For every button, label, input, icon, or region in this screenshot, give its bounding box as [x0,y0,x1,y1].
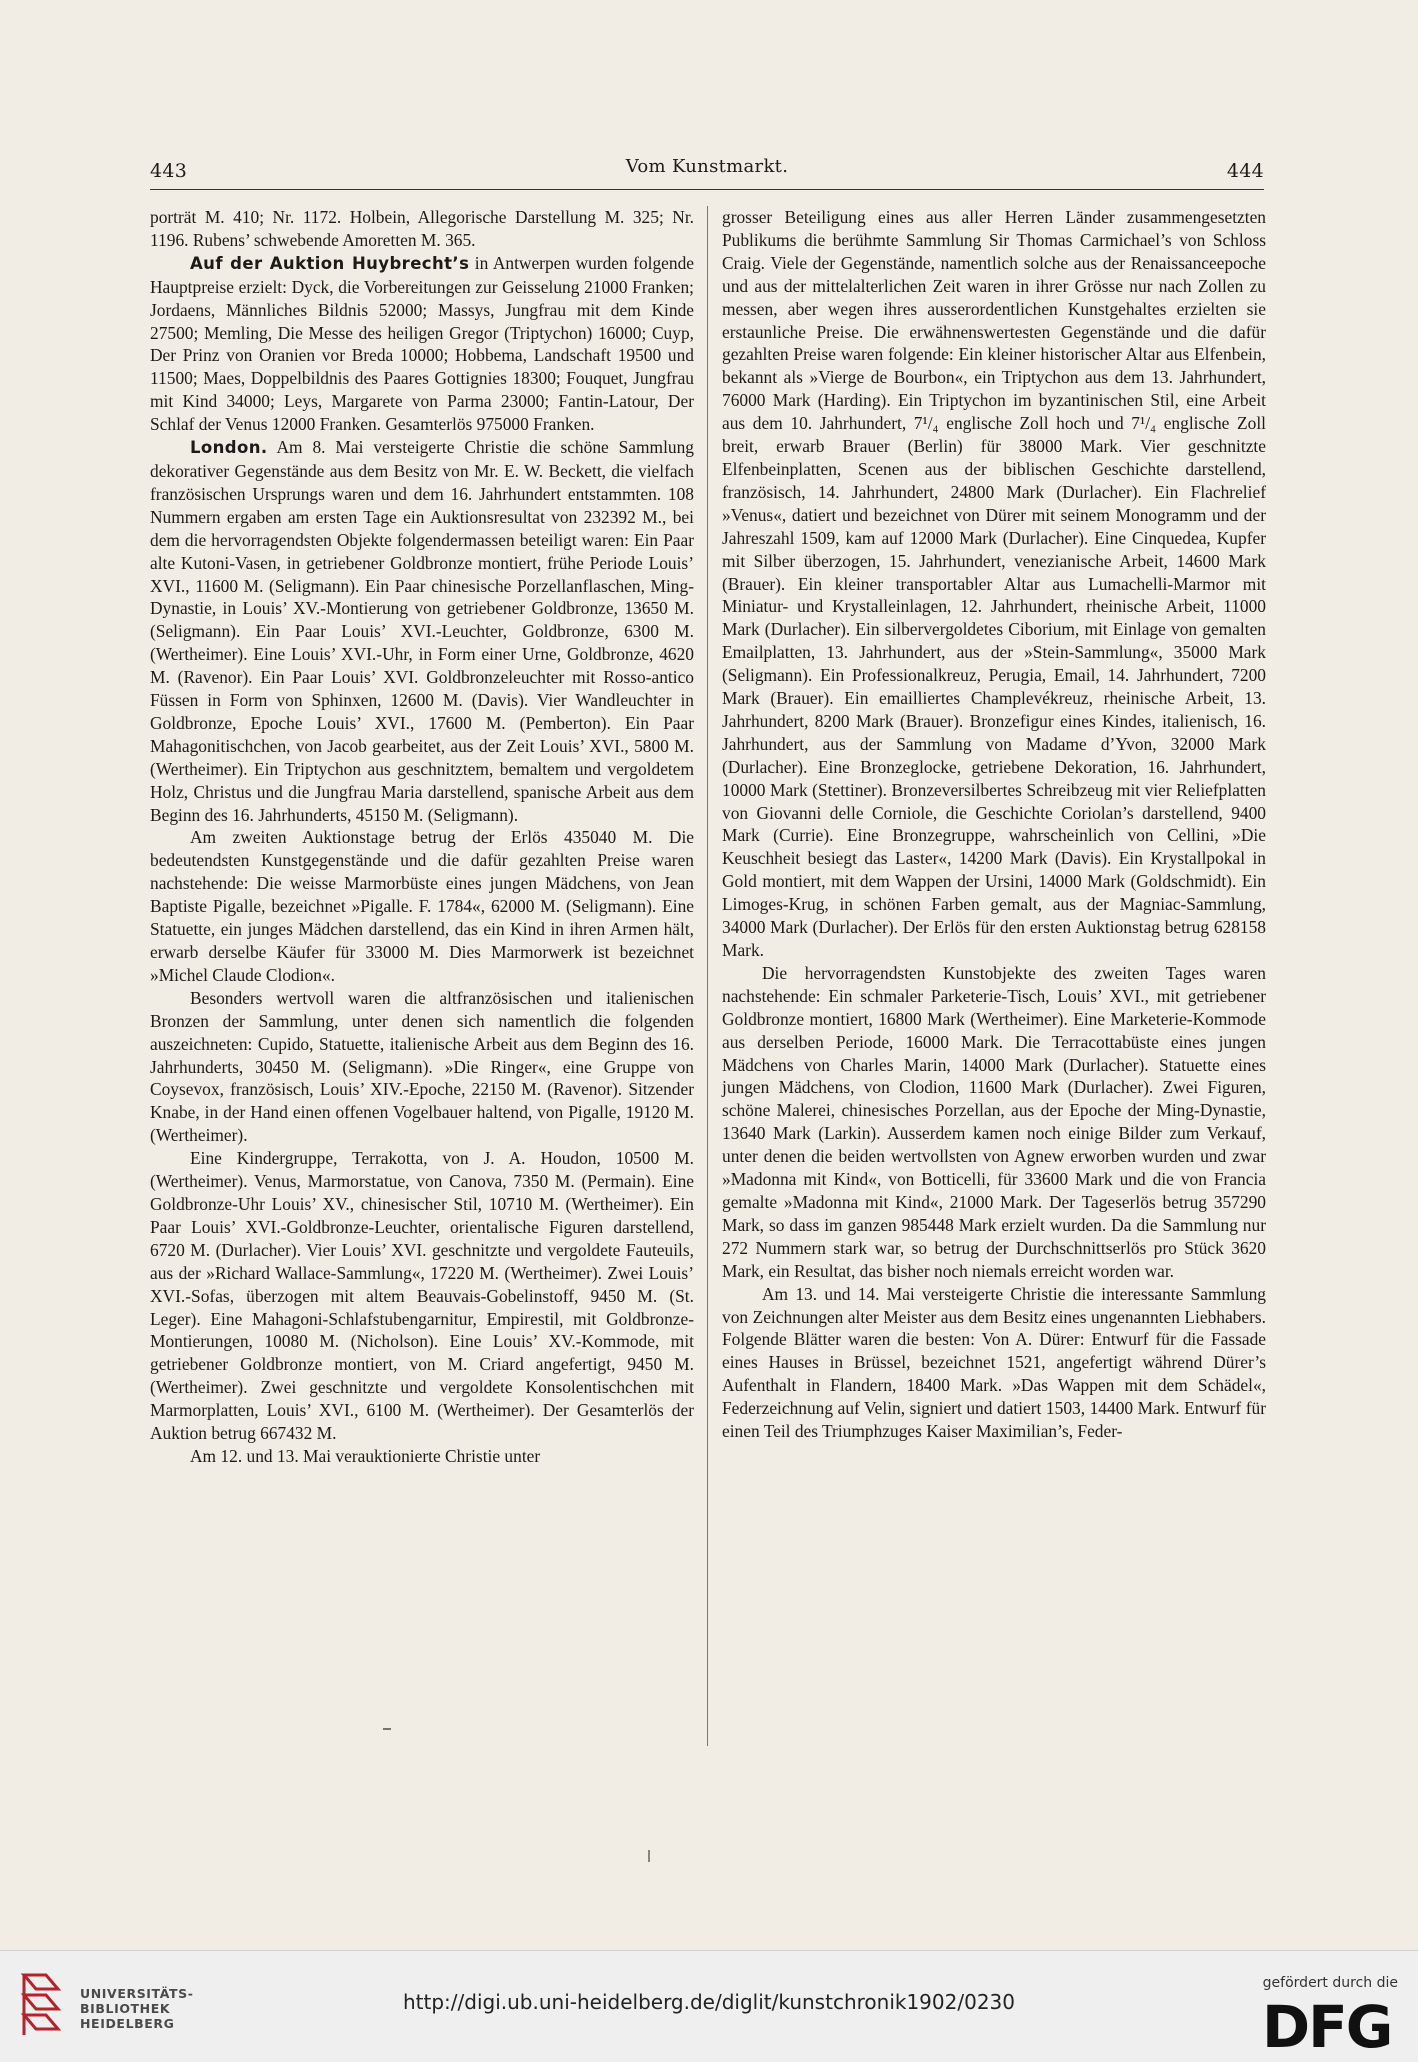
paragraph: London. Am 8. Mai versteigerte Christie die schöne Sammlung dekorativer Gegenstände aus dem Besitz von Mr. E. W. Beckett, die vielfach französischen Ursprungs waren und dem 16. Jahrhundert entstammten. 108 Nummern ergaben am ersten Tage ein Auktionsresultat von 232392 M., bei dem die hervorragendsten Objekte folgendermassen beteiligt waren: Ein Paar alte Kutoni-Vasen, in getriebener Goldbronze montiert, frühe Periode Louis’ XVI., 11600 M. (Seligmann). Ein Paar chinesische Porzellanflaschen, Ming-Dynastie, in Louis’ XV.-Montierung von getriebener Goldbronze, 13650 M. (Seligmann). Ein Paar Louis’ XVI.-Leuchter, Goldbronze, 6300 M. (Wertheimer). Eine Louis’ XVI.-Uhr, in Form einer Urne, Goldbronze, 4620 M. (Ravenor). Ein Paar Louis’ XVI. Goldbronzeleuchter mit Rosso-antico Füssen in Form von Sphinxen, 12600 M. (Davis). Vier Wandleuchter in Goldbronze, Epoche Louis’ XVI., 17600 M. (Pemberton). Ein Paar Mahagonitischchen, von Jacob gearbeitet, aus der Zeit Louis’ XVI., 5800 M. (Wertheimer). Ein Triptychon aus geschnitztem, bemaltem und vergoldetem Holz, Christus und die Jungfrau Maria darstellend, spanische Arbeit aus dem Beginn des 16. Jahrhunderts, 45150 M. (Seligmann). [150,437,694,825]
library-name: UNIVERSITÄTS- BIBLIOTHEK HEIDELBERG [80,1986,194,2031]
page-number-left: 443 [150,160,188,182]
funding-caption: gefördert durch die [1262,1975,1398,1991]
paragraph: Am 13. und 14. Mai versteigerte Christie die interessante Sammlung von Zeichnungen alter Meister aus dem Besitz eines ungenannten Liebhabers. Folgende Blätter waren die besten: Von A. Dürer: Entwurf für die Fassade eines Hauses in Brüssel, bezeichnet 1521, angefertigt während Dürer’s Aufenthalt in Flandern, 18400 Mark. »Das Wappen mit dem Schädel«, Federzeichnung auf Velin, signiert und datiert 1503, 14400 Mark. Entwurf für einen Teil des Triumphzuges Kaiser Maximilian’s, Feder- [722,1283,1266,1442]
running-head [150,156,1264,186]
dfg-logo-icon [1262,1997,1402,2053]
paragraph: Die hervorragendsten Kunstobjekte des zweiten Tages waren nachstehende: Ein schmaler Parketerie-Tisch, Louis’ XVI., mit getriebener Goldbronze montiert, 16800 Mark (Wertheimer). Eine Marketerie-Kommode aus derselben Periode, 16000 Mark. Die Terracottabüste eines jungen Mädchens von Charles Marin, 14000 Mark (Durlacher). Statuette eines jungen Mädchens, von Clodion, 11600 Mark (Durlacher). Zwei Figuren, schöne Malerei, chinesisches Porzellan, aus der Epoche der Ming-Dynastie, 13640 Mark (Larkin). Ausserdem kamen noch einige Bilder zum Verkauf, unter denen die beiden wertvollsten von Agnew erworben wurden und zwar »Madonna mit Kind«, von Botticelli, für 33600 Mark und die von Francia gemalte »Madonna mit Kind«, 21000 Mark. Der Tageserlös betrug 357290 Mark, so dass im ganzen 985448 Mark erzielt wurden. Da die Sammlung nur 272 Nummern stark war, so betrug der Durchschnittserlös pro Stück 3620 Mark, ein Resultat, das bisher noch niemals erreicht worden war. [722,962,1266,1281]
printer-mark [383,1728,391,1730]
paragraph: Auf der Auktion Huybrecht’s in Antwerpen wurden folgende Hauptpreise erzielt: Dyck, die Vorbereitungen zur Geisselung 21000 Franken; Jordaens, Männliches Bildnis 52000; Massys, Jungfrau mit dem Kinde 27500; Memling, Die Messe des heiligen Gregor (Triptychon) 16000; Cuyp, Der Prinz von Oranien vor Breda 10000; Hobbema, Landschaft 19500 und 11500; Maes, Doppelbildnis des Paares Gottignies 18300; Fouquet, Jungfrau mit Kind 34000; Leys, Margarete von Parma 23000; Fantin-Latour, Der Schlaf der Venus 12000 Franken. Gesamterlös 975000 Franken. [150,252,695,435]
right-column [722,206,1266,1443]
bold-lead: Auf der Auktion Huybrecht’s [190,253,470,273]
column-divider [707,206,708,1746]
paragraph: Besonders wertvoll waren die altfranzösischen und italienischen Bronzen der Sammlung, unter denen sich namentlich die folgenden auszeichneten: Cupido, Statuette, italienische Arbeit aus dem Beginn des 16. Jahrhunderts, 30450 M. (Seligmann). »Die Ringer«, eine Gruppe von Coysevox, französisch, Louis’ XIV.-Epoche, 22150 M. (Ravenor). Sitzender Knabe, in der Hand einen offenen Vogelbauer haltend, von Pigalle, 19120 M. (Wertheimer). [150,987,694,1146]
svg-text:DFG: DFG [1262,1997,1392,2053]
running-title: Vom Kunstmarkt. [625,156,789,177]
paragraph: grosser Beteiligung eines aus aller Herren Länder zusammengesetzten Publikums die berühmte Sammlung Sir Thomas Carmichael’s von Schloss Craig. Viele der Gegenstände, namentlich solche aus der Renaissanceepoche und aus der mittelalterlichen Zeit waren in ihrer Grösse nur nach Zollen zu messen, aber wegen ihres ausserordentlichen Kunstgehaltes erzielten sie erstaunliche Preise. Die erwähnenswertesten Gegenstände und die dafür gezahlten Preise waren folgende: Ein kleiner historischer Altar aus Elfenbein, bekannt als »Vierge de Bourbon«, ein Triptychon aus dem 13. Jahrhundert, 76000 Mark (Harding). Ein Triptychon im byzantinischen Stil, eine Arbeit aus dem 10. Jahrhundert, 7¹/₄ englische Zoll hoch und 7¹/₄ englische Zoll breit, erwarb Brauer (Berlin) für 38000 Mark. Vier geschnitzte Elfenbeinplatten, Scenen aus der biblischen Geschichte darstellend, französisch, 14. Jahrhundert, 24800 Mark (Durlacher). Ein Flachrelief »Venus«, datiert und bezeichnet von Dürer mit seinem Monogramm und der Jahreszahl 1509, kam auf 12000 Mark (Durlacher). Eine Cinquedea, Kupfer mit Silber überzogen, 15. Jahrhundert, venezianische Arbeit, 14600 Mark (Brauer). Ein kleiner transportabler Altar aus Lumachelli-Marmor mit Miniatur- und Krystalleinlagen, 12. Jahrhundert, rheinische Arbeit, 11000 Mark (Durlacher). Ein silbervergoldetes Ciborium, mit Einlage von gemalten Emailplatten, 13. Jahrhundert, aus der »Stein-Sammlung«, 35000 Mark (Seligmann). Ein Professionalkreuz, Perugia, Email, 14. Jahrhundert, 7200 Mark (Brauer). Ein emailliertes Champlevékreuz, rheinische Arbeit, 13. Jahrhundert, 8200 Mark (Brauer). Bronzefigur eines Kindes, italienisch, 16. Jahrhundert, aus der Sammlung von Madame d’Yvon, 32000 Mark (Durlacher). Eine Bronzeglocke, getriebene Dekoration, 16. Jahrhundert, 10000 Mark (Stettiner). Bronzeversilbertes Schreibzeug mit vier Reliefplatten von Giovanni delle Corniole, die Geschichte Coriolan’s darstellend, 9400 Mark (Currie). Eine Bronzegruppe, wahrscheinlich von Cellini, »Die Keuschheit besiegt das Laster«, 14200 Mark (Davis). Ein Krystallpokal in Gold montiert, mit dem Wappen der Ursini, 14000 Mark (Goldschmidt). Ein Limoges-Krug, in schönen Farben gemalt, aus der Magniac-Sammlung, 34000 Mark (Durlacher). Der Erlös für den ersten Auktionstag betrug 628158 Mark. [722,207,1266,960]
printer-mark [648,1850,650,1862]
header-rule [150,189,1264,190]
page-number-right: 444 [1226,160,1264,182]
permalink-url[interactable]: http://digi.ub.uni-heidelberg.de/diglit/kunstchronik1902/0230 [402,1990,1015,2014]
left-column [150,206,694,1468]
bold-lead: London. [190,438,268,458]
paragraph: porträt M. 410; Nr. 1172. Holbein, Allegorische Darstellung M. 325; Nr. 1196. Rubens’ schwebende Amoretten M. 365. [150,207,694,250]
paragraph: Am zweiten Auktionstage betrug der Erlös 435040 M. Die bedeutendsten Kunstgegenstände und die dafür gezahlten Preise waren nachstehende: Die weisse Marmorbüste eines jungen Mädchens, von Jean Baptiste Pigalle, bezeichnet »Pigalle. F. 1784«, 62000 M. (Seligmann). Eine Statuette, ein junges Mädchen darstellend, das ein Kind in ihren Armen hält, erwarb derselbe Käufer für 33000 M. Dies Marmorwerk ist bezeichnet »Michel Claude Clodion«. [150,827,694,985]
paragraph: Am 12. und 13. Mai verauktionierte Christie unter [190,1445,541,1466]
footer-bar [0,1950,1418,2062]
paragraph: Eine Kindergruppe, Terrakotta, von J. A. Houdon, 10500 M. (Wertheimer). Venus, Marmorstatue, von Canova, 7350 M. (Permain). Eine Goldbronze-Uhr Louis’ XV., chinesischer Stil, 10710 M. (Wertheimer). Ein Paar Louis’ XVI.-Goldbronze-Leuchter, orientalische Figuren darstellend, 6720 M. (Durlacher). Vier Louis’ XVI. geschnitzte und vergoldete Fauteuils, aus der »Richard Wallace-Sammlung«, 17220 M. (Wertheimer). Zwei Louis’ XVI.-Sofas, überzogen mit altem Beauvais-Gobelinstoff, 9450 M. (St. Leger). Eine Mahagoni-Schlafstubengarnitur, Empirestil, mit Goldbronze-Montierungen, 10080 M. (Nicholson). Eine Louis’ XV.-Kommode, mit getriebener Goldbronze montiert, von M. Criard angefertigt, 9450 M. (Wertheimer). Zwei geschnitzte und vergoldete Konsolentischchen mit Marmorplatten, Louis’ XVI., 6100 M. (Wertheimer). Der Gesamterlös der Auktion betrug 667432 M. [150,1148,694,1444]
